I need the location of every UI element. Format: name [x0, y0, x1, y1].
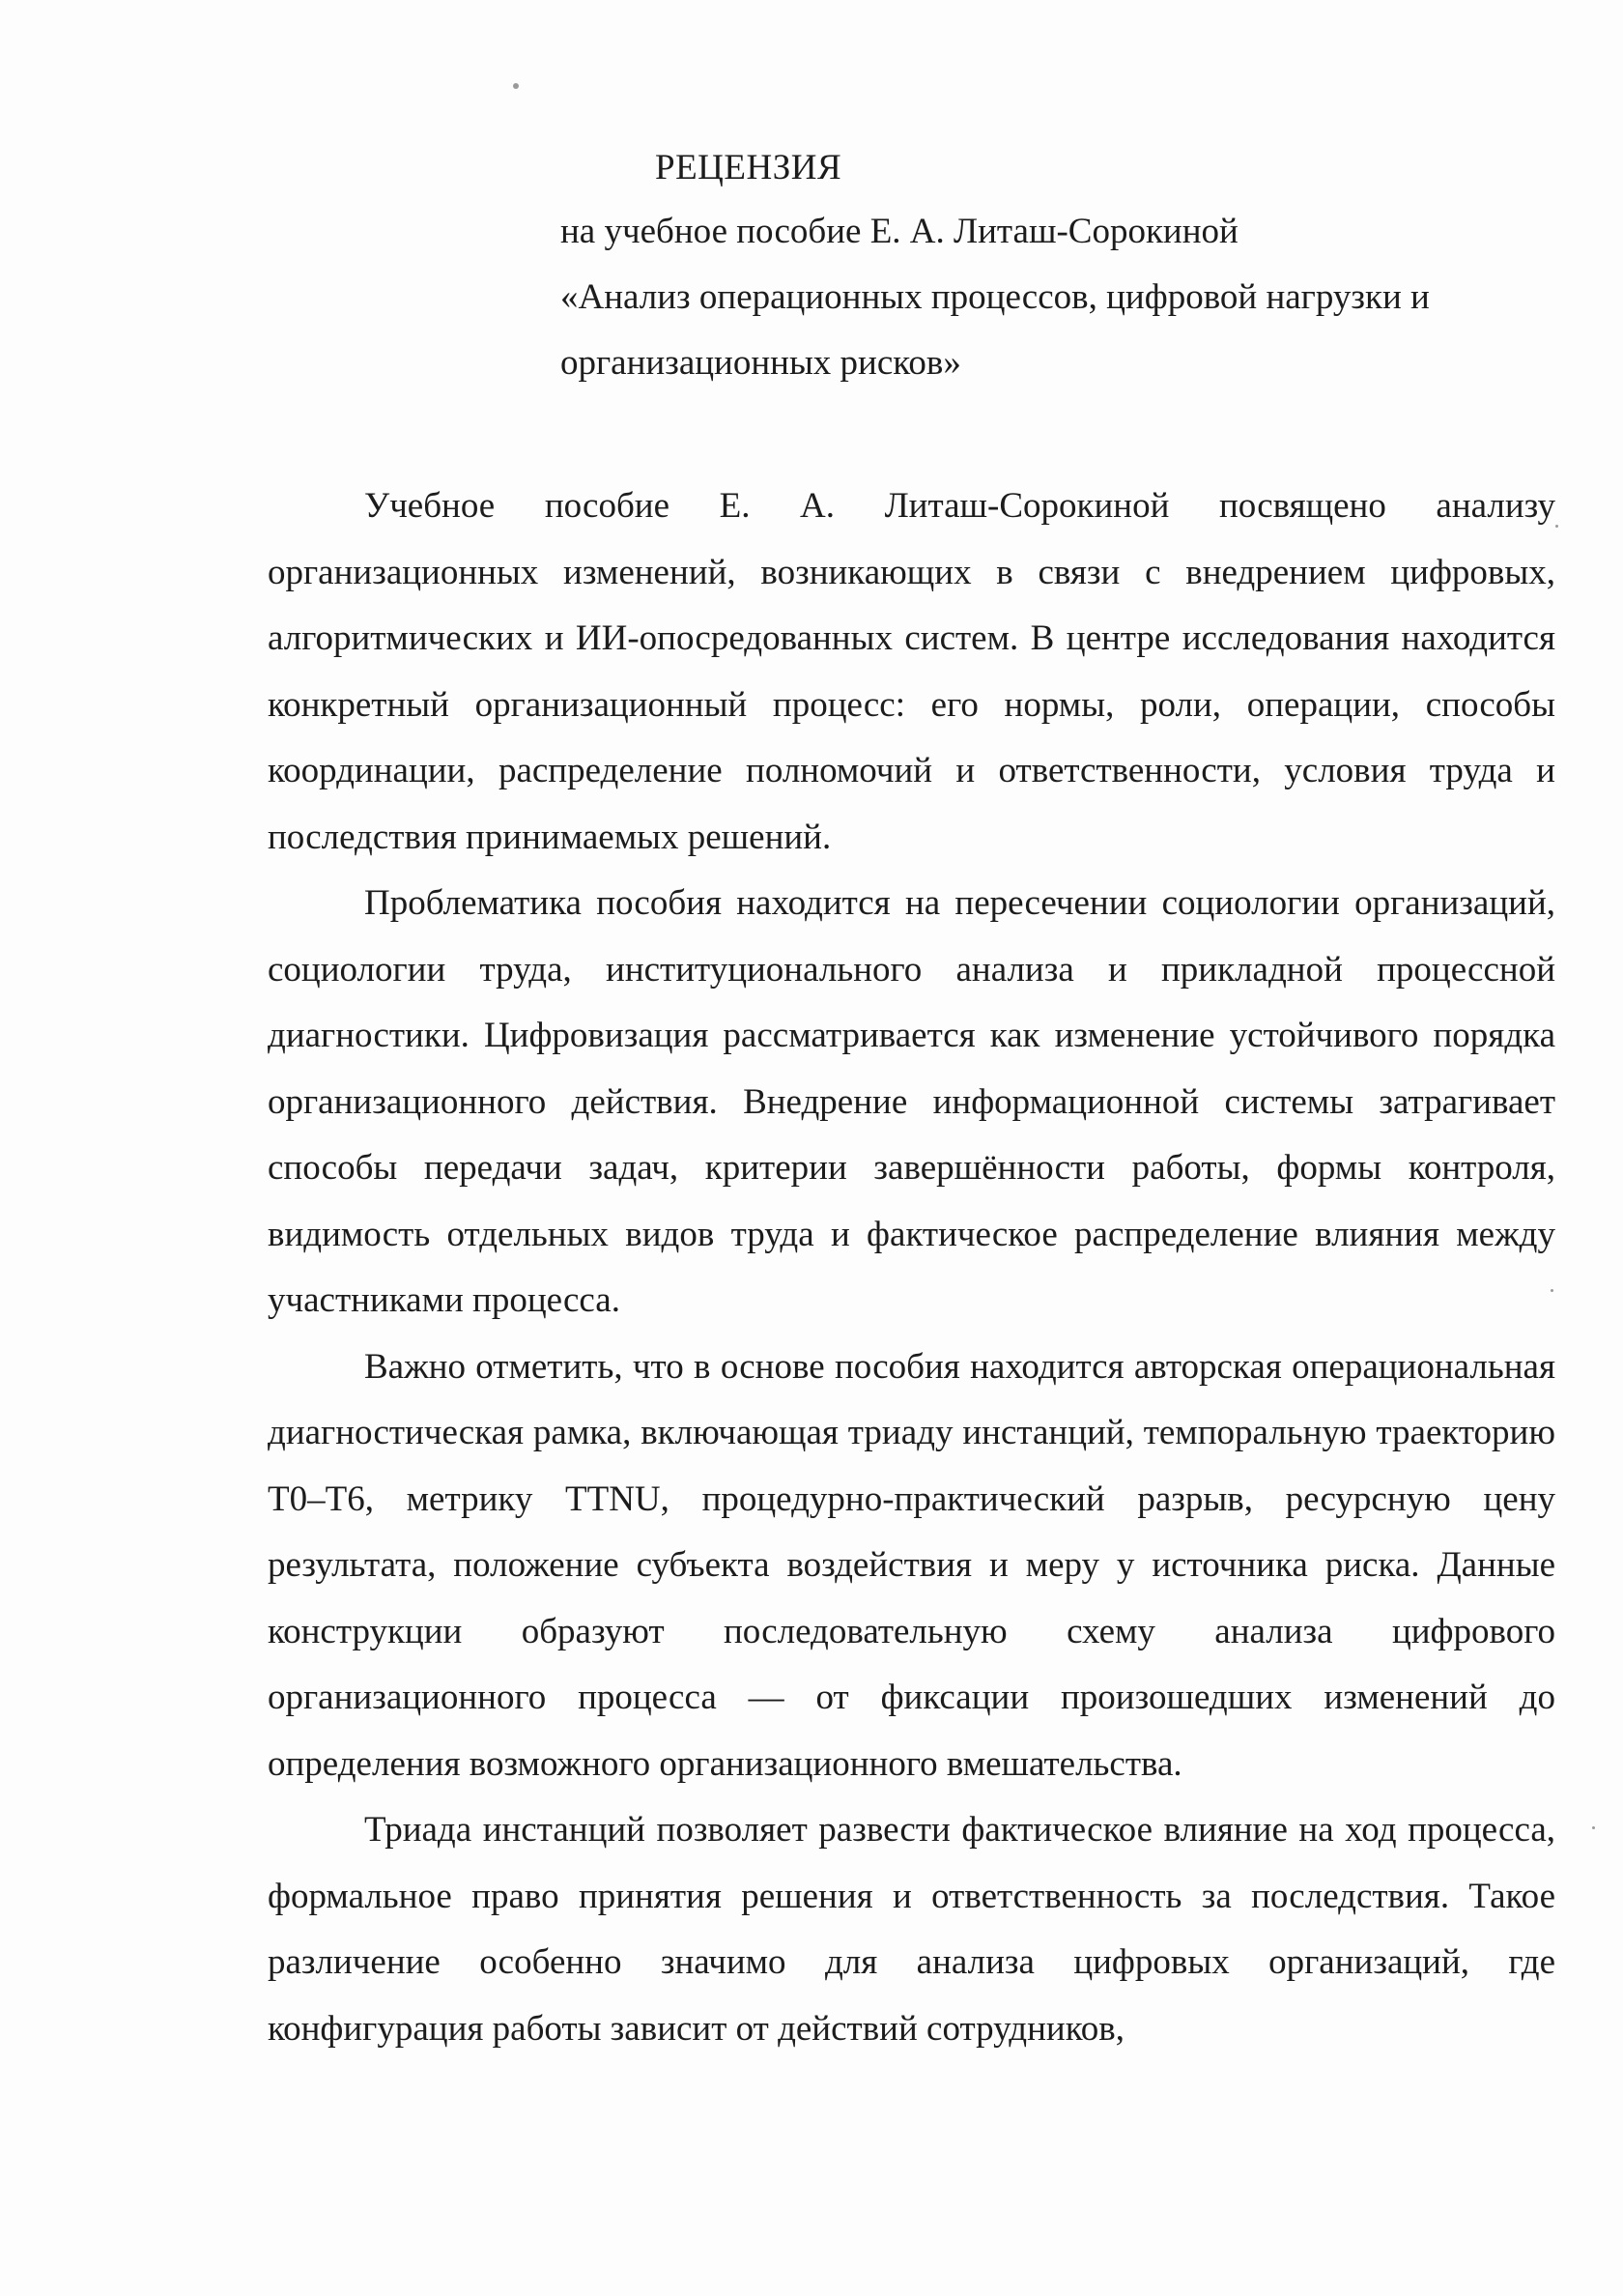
body-paragraph: Проблематика пособия находится на пересечении социологии организаций, социологии труда, институционального анализа и прикладной процессной диагностики. Цифровизация рассматривается как изменение устойчивого порядка организационного действия. Внедрение информационной системы затрагивает способы передачи задач, критерии завершённости работы, формы контроля, видимость отдельных видов труда и фактическое распределение влияния между участниками процесса. [268, 883, 1555, 1320]
subtitle-line: организационных рисков» [560, 343, 961, 383]
body-paragraph: Важно отметить, что в основе пособия находится авторская операциональная диагностическая рамка, включающая триаду инстанций, темпоральную траекторию Т0–Т6, метрику TTNU, процедурно-практический разрыв, ресурсную цену результата, положение субъекта воздействия и меру у источника риска. Данные конструкции образуют последовательную схему анализа цифрового организационного процесса — от фиксации произошедших изменений до определения возможного организационного вмешательства. [268, 1346, 1555, 1784]
document-body [268, 474, 1555, 2062]
document-title: РЕЦЕНЗИЯ [655, 148, 842, 187]
scan-speck [1592, 1826, 1595, 1829]
body-paragraph: Триада инстанций позволяет развести фактическое влияние на ход процесса, формальное право принятия решения и ответственность за последствия. Такое различение особенно значимо для анализа цифровых организаций, где конфигурация работы зависит от действий сотрудников, [268, 1810, 1555, 2049]
subtitle-line: на учебное пособие Е. А. Литаш-Сорокиной [560, 212, 1239, 251]
scan-speck [1555, 525, 1558, 528]
scan-speck [513, 83, 519, 89]
subtitle-line: «Анализ операционных процессов, цифровой нагрузки и [560, 277, 1430, 317]
body-paragraph: Учебное пособие Е. А. Литаш-Сорокиной посвящено анализу организационных изменений, возникающих в связи с внедрением цифровых, алгоритмических и ИИ-опосредованных систем. В центре исследования находится конкретный организационный процесс: его нормы, роли, операции, способы координации, распределение полномочий и ответственности, условия труда и последствия принимаемых решений. [268, 486, 1555, 857]
